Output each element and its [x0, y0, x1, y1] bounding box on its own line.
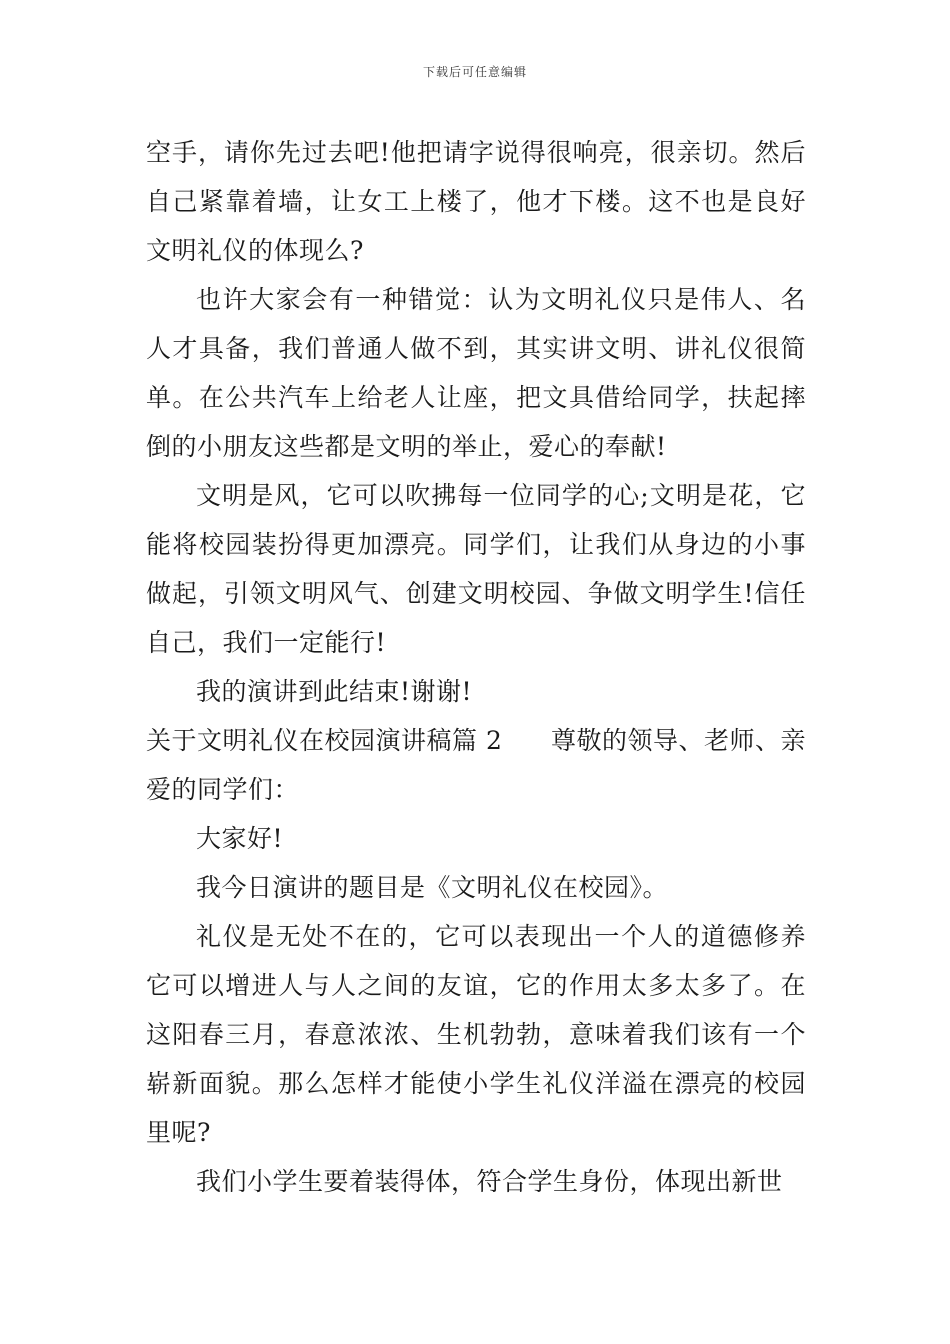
- paragraph-2: 也许大家会有一种错觉：认为文明礼仪只是伟人、名人才具备，我们普通人做不到，其实讲文明、讲礼仪很简单。在公共汽车上给老人让座，把文具借给同学，扶起摔倒的小朋友这些都是文明的举止，爱心的奉献!: [146, 285, 806, 461]
- paragraph-5: 大家好!: [196, 824, 284, 853]
- paragraph-6: 我今日演讲的题目是《文明礼仪在校园》。: [196, 873, 669, 902]
- section-title-line: [146, 716, 806, 765]
- section-title: 关于文明礼仪在校园演讲稿篇 2: [146, 726, 503, 755]
- paragraph-3: 文明是风，它可以吹拂每一位同学的心;文明是花，它能将校园装扮得更加漂亮。同学们，让我们从身边的小事做起，引领文明风气、创建文明校园、争做文明学生!信任自己，我们一定能行!: [146, 481, 806, 657]
- paragraph-4: 我的演讲到此结束!谢谢!: [196, 677, 473, 706]
- greeting-end: 爱的同学们：: [146, 775, 300, 804]
- greeting-start: 尊敬的领导、老师、亲: [550, 726, 806, 755]
- document-body: [146, 128, 806, 1206]
- paragraph-8: 我们小学生要着装得体，符合学生身份，体现出新世: [196, 1167, 783, 1196]
- paragraph-7: 礼仪是无处不在的，它可以表现出一个人的道德修养它可以增进人与人之间的友谊，它的作用太多太多了。在这阳春三月，春意浓浓、生机勃勃，意味着我们该有一个崭新面貌。那么怎样才能使小学生礼仪洋溢在漂亮的校园里呢?: [146, 922, 806, 1147]
- page-header: 下载后可任意编辑: [422, 65, 527, 79]
- paragraph-1: 空手，请你先过去吧!他把请字说得很响亮，很亲切。然后自己紧靠着墙，让女工上楼了，他才下楼。这不也是良好文明礼仪的体现么?: [146, 138, 806, 265]
